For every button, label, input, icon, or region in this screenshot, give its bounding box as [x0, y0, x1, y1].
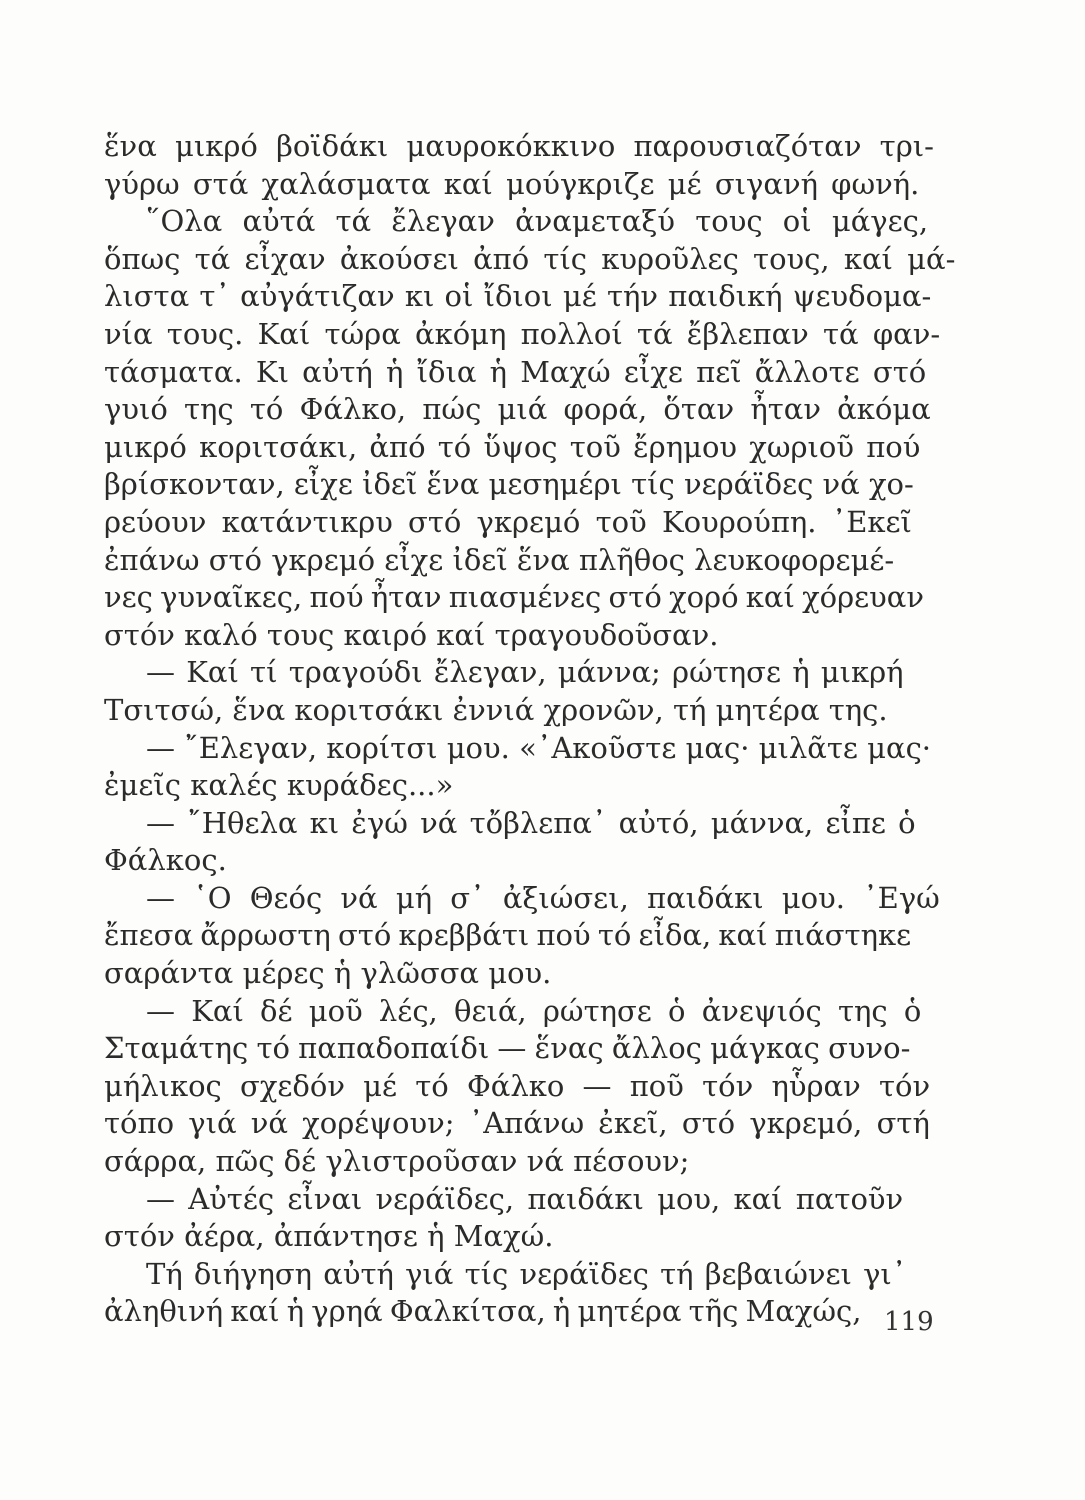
text-line: τόπο γιά νά χορέψουν; ᾽Απάνω ἐκεῖ, στό γκρεμό, στή [104, 1106, 930, 1141]
text-line: μήλικος σχεδόν μέ τό Φάλκο — ποῦ τόν ηὗραν τόν [104, 1068, 931, 1103]
text-line: μικρό κοριτσάκι, ἀπό τό ὕψος τοῦ ἔρημου χωριοῦ πού [104, 429, 921, 464]
text-line: γύρω στά χαλάσματα καί μούγκριζε μέ σιγανή φωνή. [104, 166, 920, 201]
text-line: σάρρα, πῶς δέ γλιστροῦσαν νά πέσουν; [104, 1144, 690, 1179]
text-line: ἐπάνω στό γκρεμό εἶχε ἰδεῖ ἕνα πλῆθος λευκοφορεμέ- [104, 542, 895, 577]
text-line: βρίσκονταν, εἶχε ἰδεῖ ἕνα μεσημέρι τίς νεράϊδες νά χο- [104, 467, 914, 502]
text-line: ἕνα μικρό βοϊδάκι μαυροκόκκινο παρουσιαζόταν τρι- [104, 129, 934, 163]
text-line: Φάλκος. [104, 843, 227, 878]
text-line: τάσματα. Κι αὐτή ἡ ἴδια ἡ Μαχώ εἶχε πεῖ ἄλλοτε στό [104, 354, 927, 389]
text-line: — Αὐτές εἶναι νεράϊδες, παιδάκι μου, καί πατοῦν [146, 1181, 904, 1216]
text-line: νες γυναῖκες, πού ἦταν πιασμένες στό χορό καί χόρευαν [104, 580, 925, 615]
text-line: λιστα τ᾽ αὐγάτιζαν κι οἱ ἴδιοι μέ τήν παιδική ψευδομα- [104, 279, 932, 314]
text-line: — ῎Ηθελα κι ἐγώ νά τὄβλεπα᾽ αὐτό, μάννα, εἶπε ὁ [146, 805, 916, 840]
text-line: γυιό της τό Φάλκο, πώς μιά φορά, ὅταν ἦταν ἀκόμα [104, 392, 931, 427]
text-line: Σταμάτης τό παπαδοπαίδι — ἕνας ἄλλος μάγκας συνο- [104, 1031, 911, 1066]
text-line: Τσιτσώ, ἕνα κοριτσάκι ἐννιά χρονῶν, τή μητέρα της. [104, 692, 888, 727]
text-line: ῞Ολα αὐτά τά ἔλεγαν ἀναμεταξύ τους οἱ μάγες, [146, 204, 929, 239]
text-line: ρεύουν κατάντικρυ στό γκρεμό τοῦ Κουρούπη. ᾽Εκεῖ [104, 504, 912, 539]
text-line: — Καί τί τραγούδι ἔλεγαν, μάννα; ρώτησε ἡ μικρή [146, 655, 904, 690]
body-text [104, 128, 954, 1331]
text-line: ἔπεσα ἄρρωστη στό κρεββάτι πού τό εἶδα, καί πιάστηκε [104, 918, 912, 953]
text-line: στόν ἀέρα, ἀπάντησε ἡ Μαχώ. [104, 1219, 554, 1254]
text-line: ἀληθινή καί ἡ γρηά Φαλκίτσα, ἡ μητέρα τῆς Μαχώς, [104, 1294, 862, 1329]
text-line: — Καί δέ μοῦ λές, θειά, ρώτησε ὁ ἀνεψιός της ὁ [146, 993, 922, 1028]
text-line: στόν καλό τους καιρό καί τραγουδοῦσαν. [104, 617, 719, 652]
text-line: σαράντα μέρες ἡ γλῶσσα μου. [104, 956, 552, 991]
text-line: ὅπως τά εἶχαν ἀκούσει ἀπό τίς κυροῦλες τους, καί μά- [104, 241, 956, 276]
text-line: — ῾Ο Θεός νά μή σ᾽ ἀξιώσει, παιδάκι μου. ᾽Εγώ [146, 880, 940, 915]
text-line: Τή διήγηση αὐτή γιά τίς νεράϊδες τή βεβαιώνει γι᾽ [146, 1256, 907, 1291]
text-line: — ῎Ελεγαν, κορίτσι μου. «᾽Ακοῦστε μας· μιλᾶτε μας· [146, 730, 932, 765]
page-number: 119 [884, 1307, 934, 1337]
text-line: ἐμεῖς καλές κυράδες...» [104, 768, 454, 803]
text-line: νία τους. Καί τώρα ἀκόμη πολλοί τά ἔβλεπαν τά φαν- [104, 316, 941, 351]
